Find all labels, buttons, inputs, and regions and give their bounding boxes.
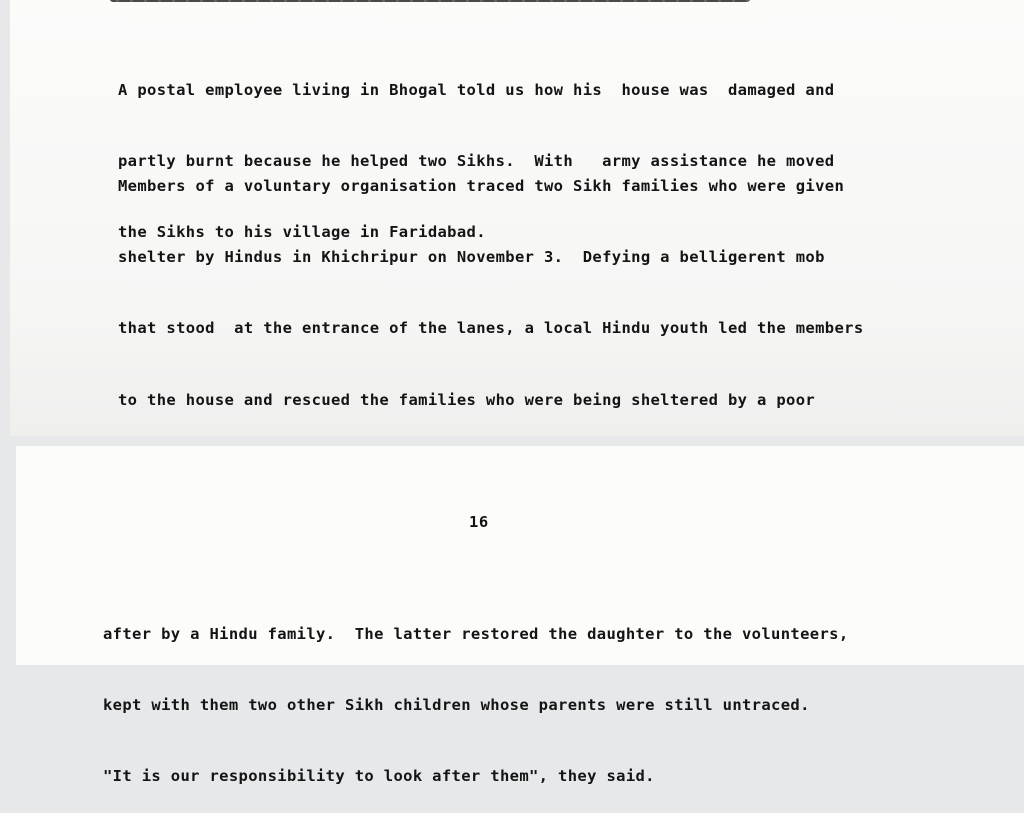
cut-off-text-line	[110, 0, 750, 2]
text-line: "It is our responsibility to look after them", they said.	[103, 767, 655, 786]
document-page-top	[10, 0, 1024, 436]
text-line: kept with them two other Sikh children whose parents were still untraced.	[103, 695, 810, 714]
text-line: partly burnt because he helped two Sikhs. With army assistance he moved	[118, 151, 835, 170]
page-number: 16	[469, 513, 489, 531]
text-line: after by a Hindu family. The latter restored the daughter to the volunteers,	[103, 624, 849, 643]
text-line: shelter by Hindus in Khichripur on November 3. Defying a belligerent mob	[118, 247, 825, 266]
text-line: A postal employee living in Bhogal told us how his house was damaged and	[118, 80, 835, 99]
text-line: Members of a voluntary organisation traced two Sikh families who were given	[118, 176, 845, 195]
paragraph-restored-daughter	[103, 575, 849, 813]
text-line: the Sikhs to his village in Faridabad.	[118, 223, 486, 242]
text-line: that stood at the entrance of the lanes, a local Hindu youth led the members	[118, 319, 864, 338]
text-line: to the house and rescued the families who were being sheltered by a poor	[118, 390, 816, 409]
